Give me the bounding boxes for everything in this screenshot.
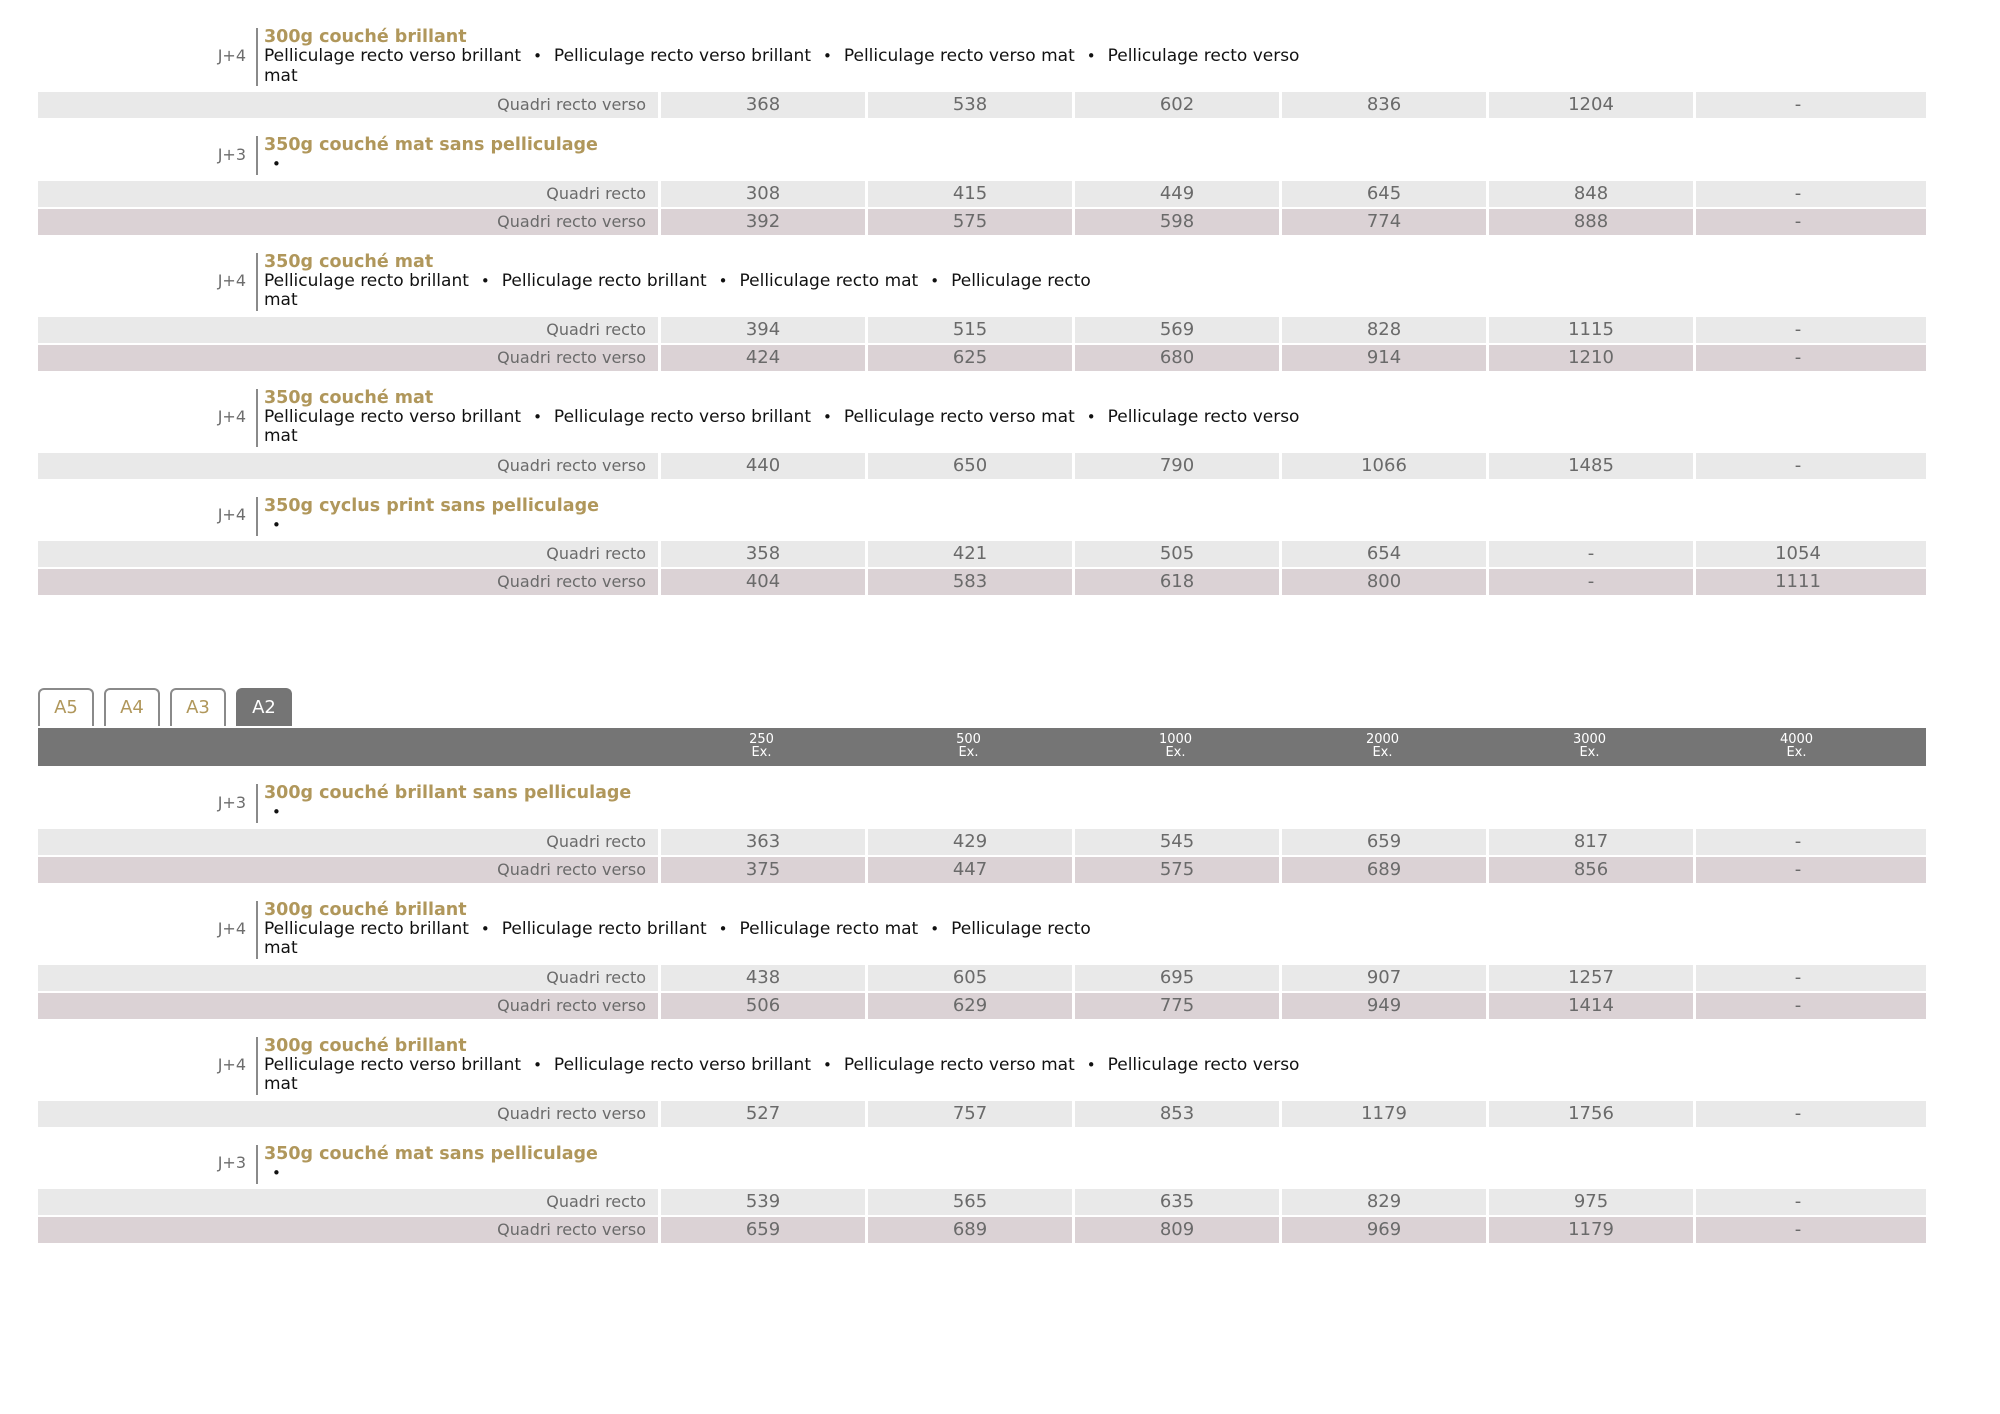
price-cell: 800 <box>1279 569 1486 595</box>
product-title: 300g couché brillant <box>264 899 467 920</box>
price-rows <box>38 1101 1926 1127</box>
bullet-separator: • <box>1086 1055 1096 1074</box>
price-cell: 645 <box>1279 181 1486 207</box>
qty-header-3000 <box>1486 728 1693 766</box>
option-label: Pelliculage recto verso mat <box>843 1054 1075 1075</box>
table-row <box>38 829 1926 855</box>
table-row <box>38 181 1926 207</box>
divider <box>256 497 258 536</box>
price-cell: 629 <box>865 993 1072 1019</box>
divider <box>256 1145 258 1184</box>
bullet-separator: • <box>822 47 832 65</box>
spacer <box>38 1129 1926 1143</box>
option-label: • <box>272 1163 281 1182</box>
price-cell: - <box>1693 181 1900 207</box>
price-cell: 659 <box>658 1217 865 1243</box>
option-label: Pelliculage recto brillant <box>501 918 707 939</box>
price-rows <box>38 92 1926 118</box>
price-cell: 757 <box>865 1101 1072 1127</box>
price-cell: 828 <box>1279 317 1486 343</box>
delivery-delay: J+3 <box>217 792 246 812</box>
tab-a2[interactable]: A2 <box>236 688 292 726</box>
price-cell: 363 <box>658 829 865 855</box>
price-cell: - <box>1693 317 1900 343</box>
option-label: Pelliculage recto brillant <box>501 270 707 291</box>
product-block <box>38 1035 1926 1127</box>
price-cell: 404 <box>658 569 865 595</box>
price-cell: 358 <box>658 541 865 567</box>
price-cell: 1066 <box>1279 453 1486 479</box>
tab-a3[interactable]: A3 <box>170 688 226 726</box>
price-rows <box>38 1189 1926 1243</box>
price-rows <box>38 453 1926 479</box>
row-label: Quadri recto <box>546 544 646 563</box>
product-header <box>38 782 1926 823</box>
product-title: 350g couché mat <box>264 387 434 408</box>
divider <box>256 253 258 311</box>
option-label: Pelliculage recto verso brillant <box>553 46 811 66</box>
qty-header-1000 <box>1072 728 1279 766</box>
option-label: Pelliculage recto mat <box>739 918 919 939</box>
price-table-a2 <box>38 782 1926 1259</box>
option-label: • <box>272 515 281 534</box>
price-cell: 1257 <box>1486 965 1693 991</box>
price-cell: 1756 <box>1486 1101 1693 1127</box>
price-cell: - <box>1693 965 1900 991</box>
product-header <box>38 251 1926 311</box>
product-options <box>264 155 1364 175</box>
product-header <box>38 26 1926 86</box>
price-cell: 836 <box>1279 92 1486 118</box>
price-cell: 1054 <box>1693 541 1900 567</box>
divider <box>256 136 258 175</box>
row-label: Quadri recto <box>546 183 646 203</box>
product-block <box>38 1143 1926 1244</box>
qty-value: 2000 <box>1365 732 1400 747</box>
row-label: Quadri recto verso <box>497 995 646 1015</box>
spacer <box>38 1021 1926 1035</box>
price-cell: 392 <box>658 209 865 235</box>
price-cell: 565 <box>865 1189 1072 1215</box>
option-label: Pelliculage recto verso mat <box>843 46 1075 66</box>
spacer <box>38 481 1926 495</box>
spacer <box>38 237 1926 251</box>
option-label: Pelliculage recto verso <box>1107 46 1300 66</box>
price-cell: 569 <box>1072 317 1279 343</box>
price-cell: - <box>1693 453 1900 479</box>
price-cell: 809 <box>1072 1217 1279 1243</box>
option-label: Pelliculage recto verso brillant <box>264 1054 522 1075</box>
price-cell: - <box>1486 569 1693 595</box>
divider <box>256 389 258 447</box>
price-cell: - <box>1693 857 1900 883</box>
product-header <box>38 1143 1926 1184</box>
delivery-delay: J+4 <box>217 1054 246 1074</box>
spacer <box>38 1245 1926 1259</box>
price-cell: 1210 <box>1486 345 1693 371</box>
option-label: Pelliculage recto verso <box>1107 406 1300 427</box>
price-cell: 1179 <box>1279 1101 1486 1127</box>
product-title: 300g couché brillant sans pelliculage <box>264 783 632 803</box>
delivery-delay: J+4 <box>217 270 246 290</box>
table-row <box>38 209 1926 235</box>
price-rows <box>38 541 1926 595</box>
price-cell: 447 <box>865 857 1072 883</box>
price-cell: 853 <box>1072 1101 1279 1127</box>
bullet-separator: • <box>930 919 940 938</box>
format-tabs <box>38 688 302 728</box>
divider <box>256 784 258 823</box>
product-title: 300g couché brillant <box>264 1035 467 1056</box>
row-label: Quadri recto verso <box>497 1220 646 1239</box>
price-cell: 429 <box>865 829 1072 855</box>
qty-header-4000 <box>1693 728 1900 766</box>
product-block <box>38 387 1926 479</box>
spacer <box>38 120 1926 134</box>
row-label: Quadri recto verso <box>497 859 646 879</box>
product-options <box>264 803 1364 823</box>
price-cell: 1115 <box>1486 317 1693 343</box>
product-header <box>38 1035 1926 1095</box>
price-cell: 1204 <box>1486 92 1693 118</box>
divider <box>256 28 258 86</box>
price-cell: 505 <box>1072 541 1279 567</box>
spacer <box>38 885 1926 899</box>
price-cell: 650 <box>865 453 1072 479</box>
row-label: Quadri recto verso <box>497 211 646 231</box>
price-cell: 914 <box>1279 345 1486 371</box>
delivery-delay: J+4 <box>217 918 246 938</box>
bullet-separator: • <box>822 407 832 426</box>
qty-value: 250 <box>749 732 774 747</box>
price-cell: 680 <box>1072 345 1279 371</box>
qty-unit: Ex. <box>958 745 979 760</box>
product-title: 350g couché mat <box>264 251 434 272</box>
option-label: Pelliculage recto verso brillant <box>264 406 522 427</box>
product-block <box>38 782 1926 883</box>
option-label: • <box>272 155 281 173</box>
price-cell: - <box>1693 829 1900 855</box>
price-cell: 440 <box>658 453 865 479</box>
price-cell: 635 <box>1072 1189 1279 1215</box>
option-label: Pelliculage recto verso brillant <box>553 1054 811 1075</box>
divider <box>256 901 258 959</box>
qty-unit: Ex. <box>1579 745 1600 760</box>
product-options <box>264 1164 1364 1184</box>
option-label: Pelliculage recto <box>951 270 1091 291</box>
product-title: 300g couché brillant <box>264 27 467 47</box>
bullet-separator: • <box>533 1055 542 1074</box>
option-label-tail: mat <box>264 1074 298 1094</box>
tab-a4[interactable]: A4 <box>104 688 160 726</box>
price-cell: 421 <box>865 541 1072 567</box>
delivery-delay: J+4 <box>217 46 246 65</box>
product-options <box>264 272 1364 311</box>
bullet-separator: • <box>930 271 940 290</box>
option-label-tail: mat <box>264 426 298 446</box>
price-cell: 1414 <box>1486 993 1693 1019</box>
price-cell: 539 <box>658 1189 865 1215</box>
product-header <box>38 495 1926 536</box>
delivery-delay: J+3 <box>217 144 246 164</box>
option-label: Pelliculage recto verso mat <box>843 406 1075 427</box>
option-label: Pelliculage recto brillant <box>264 270 469 291</box>
row-label: Quadri recto <box>546 831 646 851</box>
option-label: • <box>272 803 281 821</box>
price-cell: 506 <box>658 993 865 1019</box>
price-cell: - <box>1693 1101 1900 1127</box>
qty-header-250 <box>658 728 865 766</box>
row-label: Quadri recto verso <box>497 572 646 591</box>
price-table-top <box>38 26 1926 611</box>
header-spacer <box>38 728 658 766</box>
price-cell: 583 <box>865 569 1072 595</box>
price-cell: 394 <box>658 317 865 343</box>
spacer <box>38 597 1926 611</box>
option-label: Pelliculage recto verso brillant <box>264 46 522 66</box>
table-row <box>38 1101 1926 1127</box>
price-cell: - <box>1693 1189 1900 1215</box>
product-title: 350g couché mat sans pelliculage <box>264 1143 598 1164</box>
price-cell: 689 <box>865 1217 1072 1243</box>
bullet-separator: • <box>533 407 542 426</box>
qty-value: 1000 <box>1158 732 1193 747</box>
price-cell: 907 <box>1279 965 1486 991</box>
product-block <box>38 134 1926 235</box>
bullet-separator: • <box>718 271 728 290</box>
price-cell: - <box>1693 993 1900 1019</box>
product-block <box>38 495 1926 596</box>
price-cell: - <box>1693 345 1900 371</box>
qty-unit: Ex. <box>751 745 772 760</box>
price-cell: 969 <box>1279 1217 1486 1243</box>
price-cell: 689 <box>1279 857 1486 883</box>
price-cell: 605 <box>865 965 1072 991</box>
table-row <box>38 857 1926 883</box>
option-label: Pelliculage recto mat <box>739 270 919 291</box>
delivery-delay: J+3 <box>217 1153 246 1172</box>
row-label: Quadri recto verso <box>497 95 646 114</box>
option-label-tail: mat <box>264 65 298 86</box>
bullet-separator: • <box>1086 47 1096 65</box>
price-cell: 1485 <box>1486 453 1693 479</box>
price-cell: 368 <box>658 92 865 118</box>
option-label: Pelliculage recto brillant <box>264 918 469 939</box>
table-row <box>38 345 1926 371</box>
divider <box>256 1037 258 1095</box>
price-cell: 438 <box>658 965 865 991</box>
row-label: Quadri recto verso <box>497 347 646 367</box>
product-header <box>38 134 1926 175</box>
qty-value: 3000 <box>1572 732 1607 747</box>
product-options <box>264 1056 1364 1095</box>
product-header <box>38 899 1926 959</box>
option-label: Pelliculage recto <box>951 918 1091 939</box>
price-rows <box>38 317 1926 371</box>
product-title: 350g couché mat sans pelliculage <box>264 135 598 155</box>
price-cell: 575 <box>865 209 1072 235</box>
table-row <box>38 965 1926 991</box>
price-cell: 625 <box>865 345 1072 371</box>
price-cell: 415 <box>865 181 1072 207</box>
price-cell: 817 <box>1486 829 1693 855</box>
price-cell: 515 <box>865 317 1072 343</box>
price-cell: 774 <box>1279 209 1486 235</box>
price-cell: 848 <box>1486 181 1693 207</box>
price-cell: 949 <box>1279 993 1486 1019</box>
price-cell: 538 <box>865 92 1072 118</box>
product-options <box>264 408 1364 447</box>
price-cell: 975 <box>1486 1189 1693 1215</box>
price-rows <box>38 181 1926 235</box>
product-block <box>38 26 1926 118</box>
product-options <box>264 920 1364 959</box>
price-cell: 598 <box>1072 209 1279 235</box>
price-cell: 659 <box>1279 829 1486 855</box>
price-cell: 527 <box>658 1101 865 1127</box>
price-cell: 1179 <box>1486 1217 1693 1243</box>
price-cell: 575 <box>1072 857 1279 883</box>
delivery-delay: J+4 <box>217 505 246 524</box>
table-row <box>38 541 1926 567</box>
price-cell: 829 <box>1279 1189 1486 1215</box>
row-label: Quadri recto verso <box>497 455 646 475</box>
qty-value: 4000 <box>1779 732 1814 747</box>
qty-header-500 <box>865 728 1072 766</box>
price-cell: - <box>1693 209 1900 235</box>
product-block <box>38 899 1926 1019</box>
option-label-tail: mat <box>264 290 298 310</box>
row-label: Quadri recto verso <box>497 1103 646 1123</box>
table-row <box>38 317 1926 343</box>
product-block <box>38 251 1926 371</box>
price-cell: 602 <box>1072 92 1279 118</box>
row-label: Quadri recto <box>546 967 646 987</box>
table-row <box>38 569 1926 595</box>
table-row <box>38 993 1926 1019</box>
price-cell: 654 <box>1279 541 1486 567</box>
product-header <box>38 387 1926 447</box>
price-cell: 888 <box>1486 209 1693 235</box>
bullet-separator: • <box>480 919 490 938</box>
product-options <box>264 47 1364 86</box>
qty-value: 500 <box>956 732 981 747</box>
price-cell: 449 <box>1072 181 1279 207</box>
price-cell: - <box>1693 1217 1900 1243</box>
qty-header-2000 <box>1279 728 1486 766</box>
price-rows <box>38 829 1926 883</box>
option-label: Pelliculage recto verso brillant <box>553 406 811 427</box>
price-cell: 308 <box>658 181 865 207</box>
price-cell: 775 <box>1072 993 1279 1019</box>
option-label-tail: mat <box>264 938 298 958</box>
table-row <box>38 92 1926 118</box>
quantity-header-bar <box>38 728 1926 766</box>
bullet-separator: • <box>480 271 490 290</box>
price-cell: 790 <box>1072 453 1279 479</box>
price-cell: 856 <box>1486 857 1693 883</box>
table-row <box>38 1217 1926 1243</box>
price-rows <box>38 965 1926 1019</box>
price-cell: 375 <box>658 857 865 883</box>
price-cell: 618 <box>1072 569 1279 595</box>
price-cell: - <box>1693 92 1900 118</box>
price-cell: 545 <box>1072 829 1279 855</box>
tab-a5[interactable]: A5 <box>38 688 94 726</box>
price-cell: - <box>1486 541 1693 567</box>
product-title: 350g cyclus print sans pelliculage <box>264 495 599 516</box>
bullet-separator: • <box>533 47 542 65</box>
bullet-separator: • <box>1086 407 1096 426</box>
qty-unit: Ex. <box>1786 745 1807 760</box>
price-cell: 424 <box>658 345 865 371</box>
price-cell: 695 <box>1072 965 1279 991</box>
table-row <box>38 1189 1926 1215</box>
row-label: Quadri recto <box>546 319 646 339</box>
qty-unit: Ex. <box>1372 745 1393 760</box>
bullet-separator: • <box>822 1055 832 1074</box>
bullet-separator: • <box>718 919 728 938</box>
qty-unit: Ex. <box>1165 745 1186 760</box>
spacer <box>38 373 1926 387</box>
option-label: Pelliculage recto verso <box>1107 1054 1300 1075</box>
row-label: Quadri recto <box>546 1192 646 1211</box>
delivery-delay: J+4 <box>217 406 246 426</box>
price-cell: 1111 <box>1693 569 1900 595</box>
table-row <box>38 453 1926 479</box>
product-options <box>264 516 1364 536</box>
